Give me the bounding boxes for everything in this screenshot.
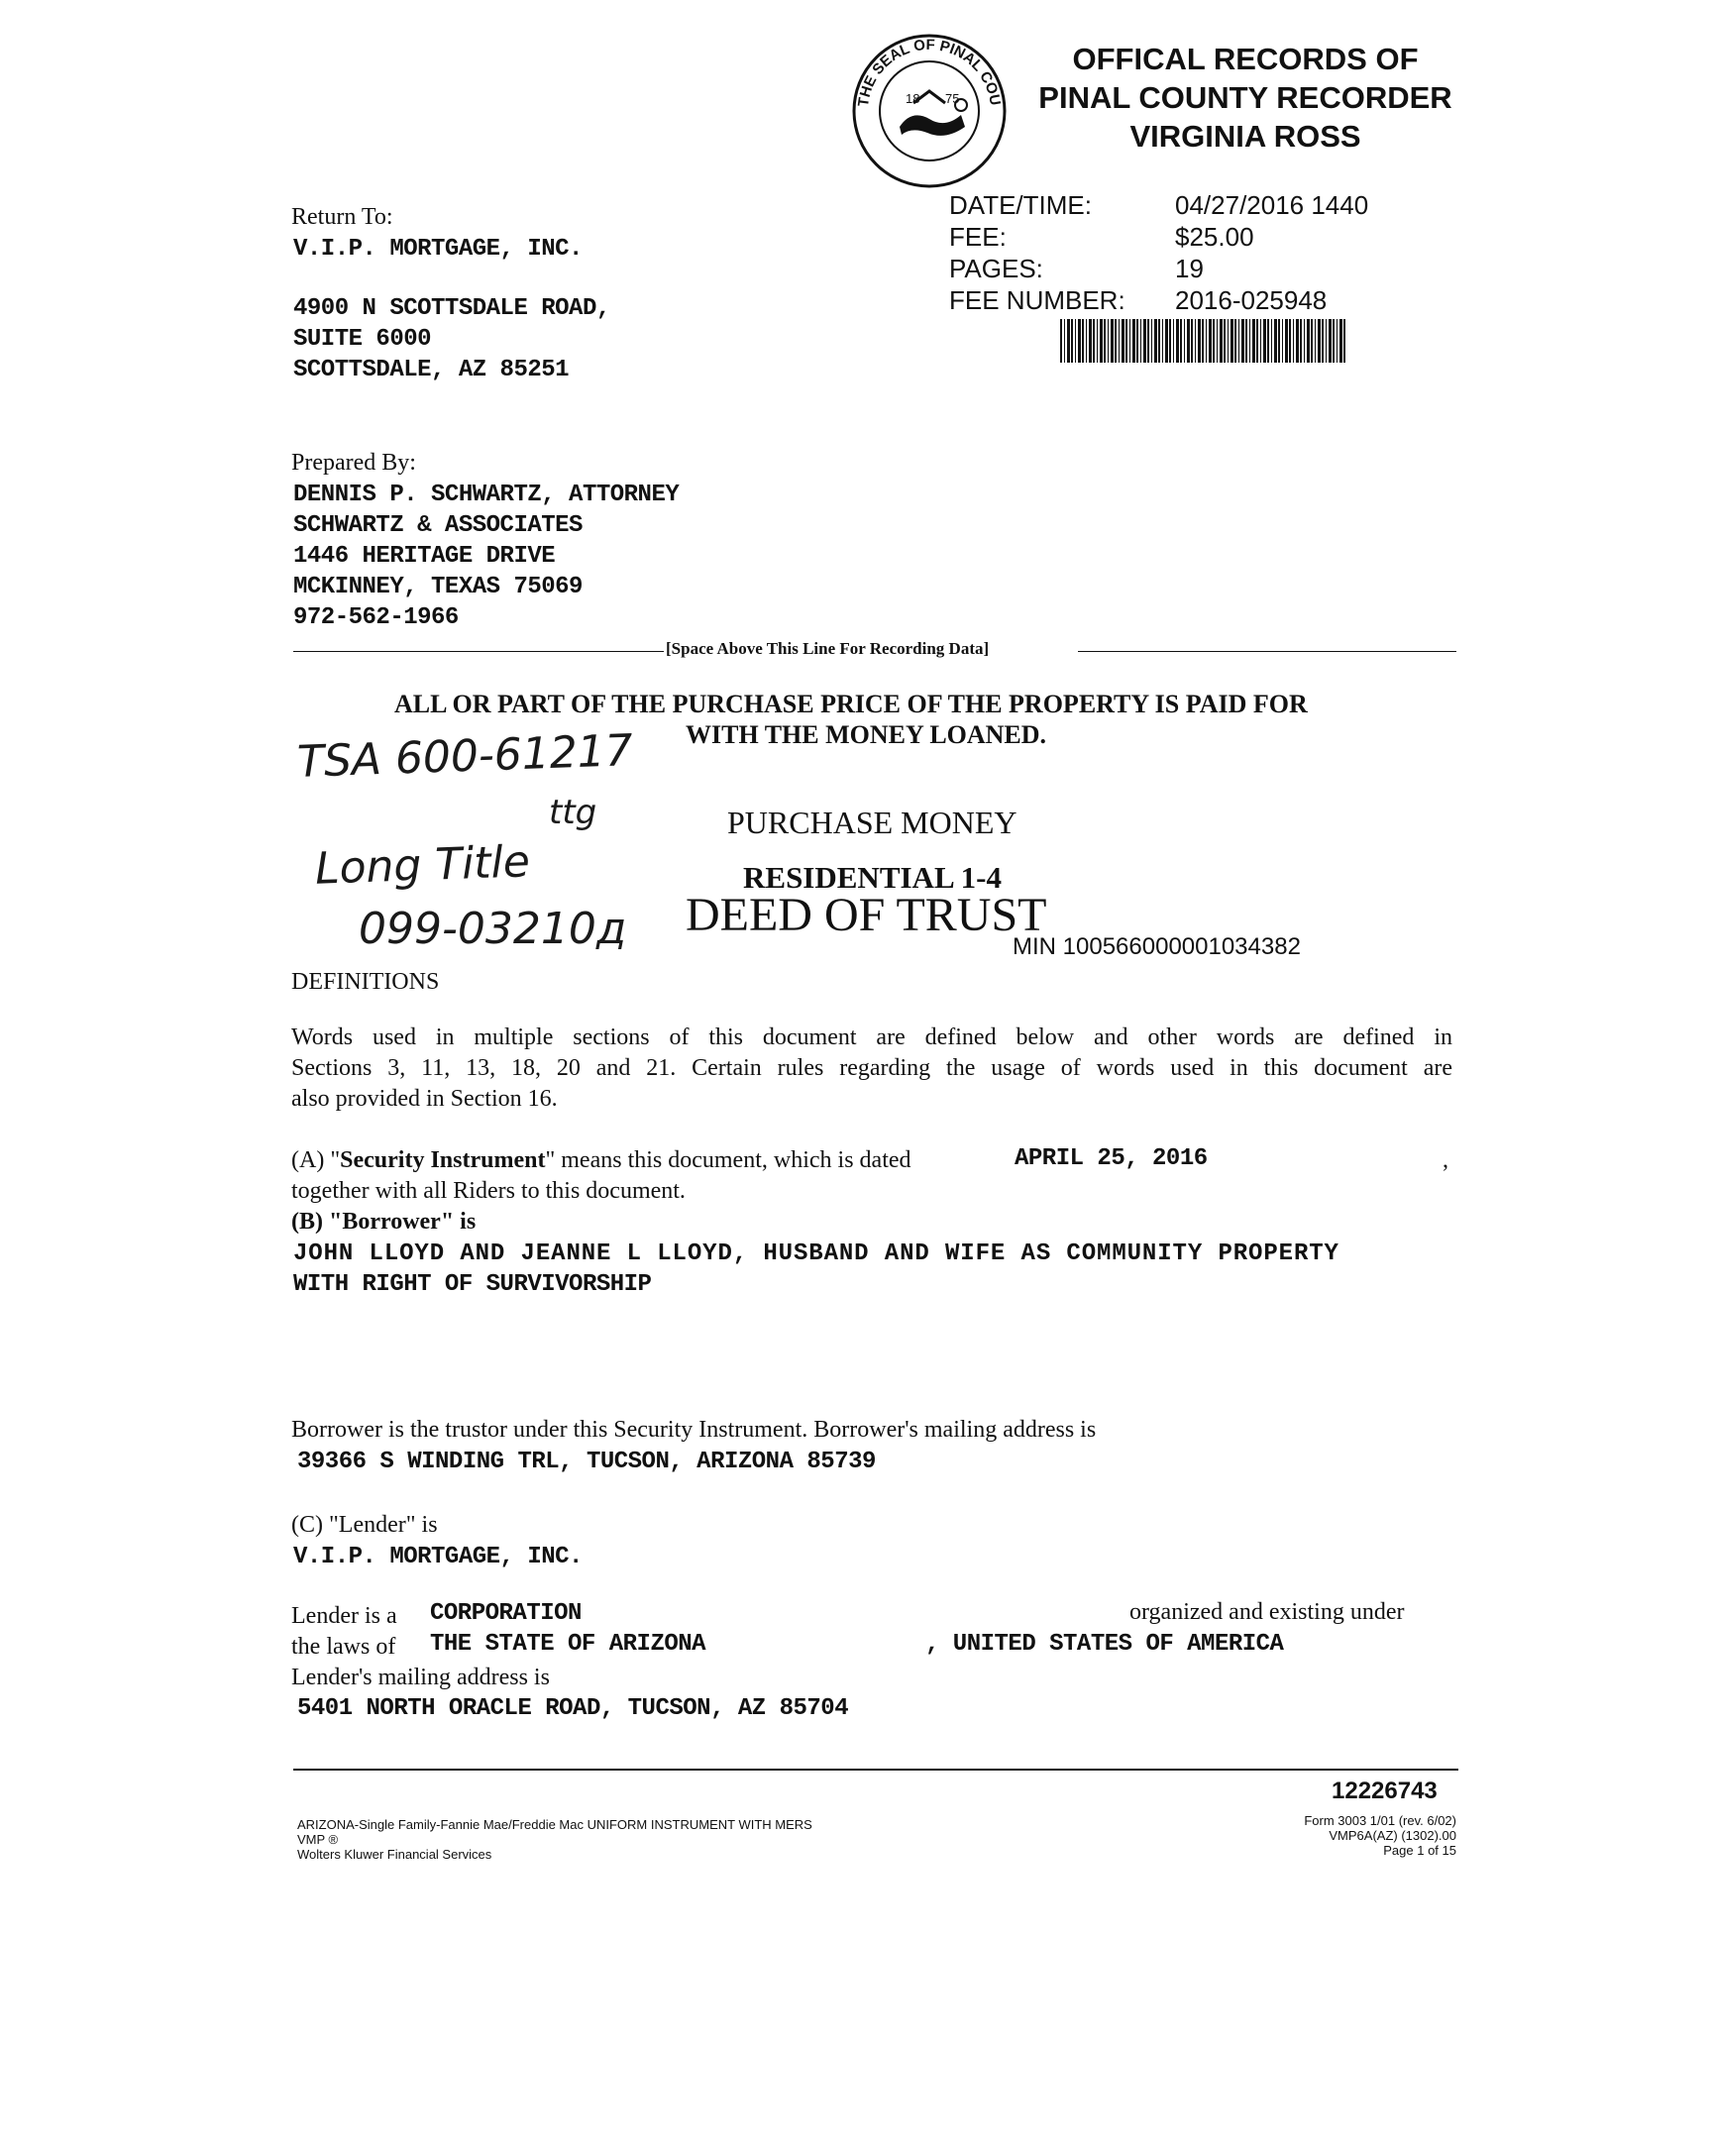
footer-left-line1: ARIZONA-Single Family-Fannie Mae/Freddie Mac UNIFORM INSTRUMENT WITH MERS: [297, 1817, 812, 1832]
return-to-label: Return To:: [291, 204, 393, 230]
min-number: MIN 100566000001034382: [1013, 933, 1301, 960]
footer-right-line3: Page 1 of 15: [1383, 1843, 1456, 1858]
prepared-by-city: MCKINNEY, TEXAS 75069: [293, 574, 583, 600]
return-to-name: V.I.P. MORTGAGE, INC.: [293, 236, 583, 263]
seal-year-left: 18: [906, 91, 920, 106]
borrower-address: 39366 S WINDING TRL, TUCSON, ARIZONA 85739: [297, 1449, 876, 1475]
pages-label: PAGES:: [949, 254, 1043, 283]
security-instrument-date: APRIL 25, 2016: [1015, 1145, 1208, 1172]
loan-number: 12226743: [1332, 1778, 1438, 1804]
definition-a-prefix: (A) ": [291, 1147, 341, 1173]
return-to-street: 4900 N SCOTTSDALE ROAD,: [293, 295, 610, 322]
fee-value: $25.00: [1175, 222, 1254, 252]
definition-a-comma: ,: [1443, 1147, 1448, 1173]
return-to-suite: SUITE 6000: [293, 326, 432, 353]
prepared-by-label: Prepared By:: [291, 450, 416, 476]
seal-emblem-icon: [850, 32, 1009, 190]
prepared-by-street: 1446 HERITAGE DRIVE: [293, 543, 556, 570]
footer-right-line2: VMP6A(AZ) (1302).00: [1329, 1828, 1456, 1843]
deed-of-trust-title: DEED OF TRUST: [686, 889, 1047, 941]
svg-text:THE SEAL OF PINAL COUNTY ARIZO: [850, 32, 1004, 108]
residential-heading: RESIDENTIAL 1-4: [743, 860, 1002, 895]
handwritten-initials: ttg: [549, 793, 597, 832]
date-time-label: DATE/TIME:: [949, 190, 1092, 220]
seal-arc-text: THE SEAL OF PINAL COU: [855, 36, 1004, 108]
handwritten-file-number: 099-03210д: [359, 904, 627, 954]
footer-form-description: [297, 1817, 812, 1862]
fee-number-value: 2016-025948: [1175, 285, 1328, 315]
footer-form-number: [1219, 1813, 1456, 1858]
lender-mailing-label: Lender's mailing address is: [291, 1665, 550, 1690]
recorder-title-line2: PINAL COUNTY RECORDER: [1038, 80, 1452, 115]
recorder-title-line1: OFFICAL RECORDS OF: [1072, 42, 1419, 76]
prepared-by-firm: SCHWARTZ & ASSOCIATES: [293, 512, 583, 539]
recording-divider-right: [1078, 651, 1456, 652]
definition-a-suffix: " means this document, which is dated: [545, 1147, 911, 1173]
definition-b-label: (B) "Borrower" is: [291, 1209, 477, 1235]
recording-divider-left: [293, 651, 664, 652]
seal-year-right: 75: [945, 91, 960, 106]
borrower-names: JOHN LLOYD AND JEANNE L LLOYD, HUSBAND AND WIFE AS COMMUNITY PROPERTY: [293, 1240, 1339, 1267]
recorder-title-line3: VIRGINIA ROSS: [1129, 119, 1361, 154]
recording-barcode: [1060, 319, 1347, 363]
definitions-intro-line3: also provided in Section 16.: [291, 1086, 558, 1112]
fee-number-label: FEE NUMBER:: [949, 285, 1125, 315]
trustor-statement: Borrower is the trustor under this Security Instrument. Borrower's mailing address is: [291, 1417, 1097, 1443]
definition-a-term: Security Instrument: [340, 1147, 546, 1173]
borrower-vesting: WITH RIGHT OF SURVIVORSHIP: [293, 1271, 652, 1298]
prepared-by-name: DENNIS P. SCHWARTZ, ATTORNEY: [293, 482, 680, 508]
purchase-money-heading: PURCHASE MONEY: [727, 805, 1017, 840]
return-to-city: SCOTTSDALE, AZ 85251: [293, 357, 570, 383]
date-time-value: 04/27/2016 1440: [1175, 190, 1369, 220]
lender-state: THE STATE OF ARIZONA: [430, 1631, 706, 1658]
definitions-intro-line1: Words used in multiple sections of this document are defined below and other words are defined in: [291, 1024, 1452, 1050]
definition-a-line2: together with all Riders to this document.: [291, 1178, 686, 1204]
definition-a-text: [291, 1145, 911, 1176]
definitions-title: DEFINITIONS: [291, 969, 440, 995]
prepared-by-phone: 972-562-1966: [293, 604, 459, 631]
footer-right-line1: Form 3003 1/01 (rev. 6/02): [1304, 1813, 1456, 1828]
footer-divider: [293, 1769, 1458, 1771]
lender-name: V.I.P. MORTGAGE, INC.: [293, 1544, 583, 1570]
laws-of-label: the laws of: [291, 1634, 396, 1660]
recorder-title: [1013, 40, 1478, 156]
county-seal: [850, 32, 1009, 190]
pages-value: 19: [1175, 254, 1204, 283]
space-above-note: [Space Above This Line For Recording Data]: [666, 639, 990, 658]
purchase-notice-line2: WITH THE MONEY LOANED.: [686, 720, 1047, 749]
lender-is-a-label: Lender is a: [291, 1603, 397, 1629]
fee-label: FEE:: [949, 222, 1007, 252]
definition-c-label: (C) "Lender" is: [291, 1512, 438, 1538]
lender-country: , UNITED STATES OF AMERICA: [925, 1631, 1284, 1658]
lender-address: 5401 NORTH ORACLE ROAD, TUCSON, AZ 85704: [297, 1695, 849, 1722]
lender-organized-text: organized and existing under: [1129, 1599, 1405, 1625]
handwritten-order-number: TSA 600-61217: [296, 725, 634, 788]
handwritten-title-company: Long Title: [314, 836, 531, 895]
purchase-notice-line1: ALL OR PART OF THE PURCHASE PRICE OF THE PROPERTY IS PAID FOR: [394, 690, 1308, 718]
lender-entity-type: CORPORATION: [430, 1600, 582, 1627]
footer-left-line2: VMP ®: [297, 1832, 339, 1847]
footer-left-line3: Wolters Kluwer Financial Services: [297, 1847, 492, 1862]
definitions-intro-line2: Sections 3, 11, 13, 18, 20 and 21. Certain rules regarding the usage of words used in this document are: [291, 1055, 1452, 1081]
